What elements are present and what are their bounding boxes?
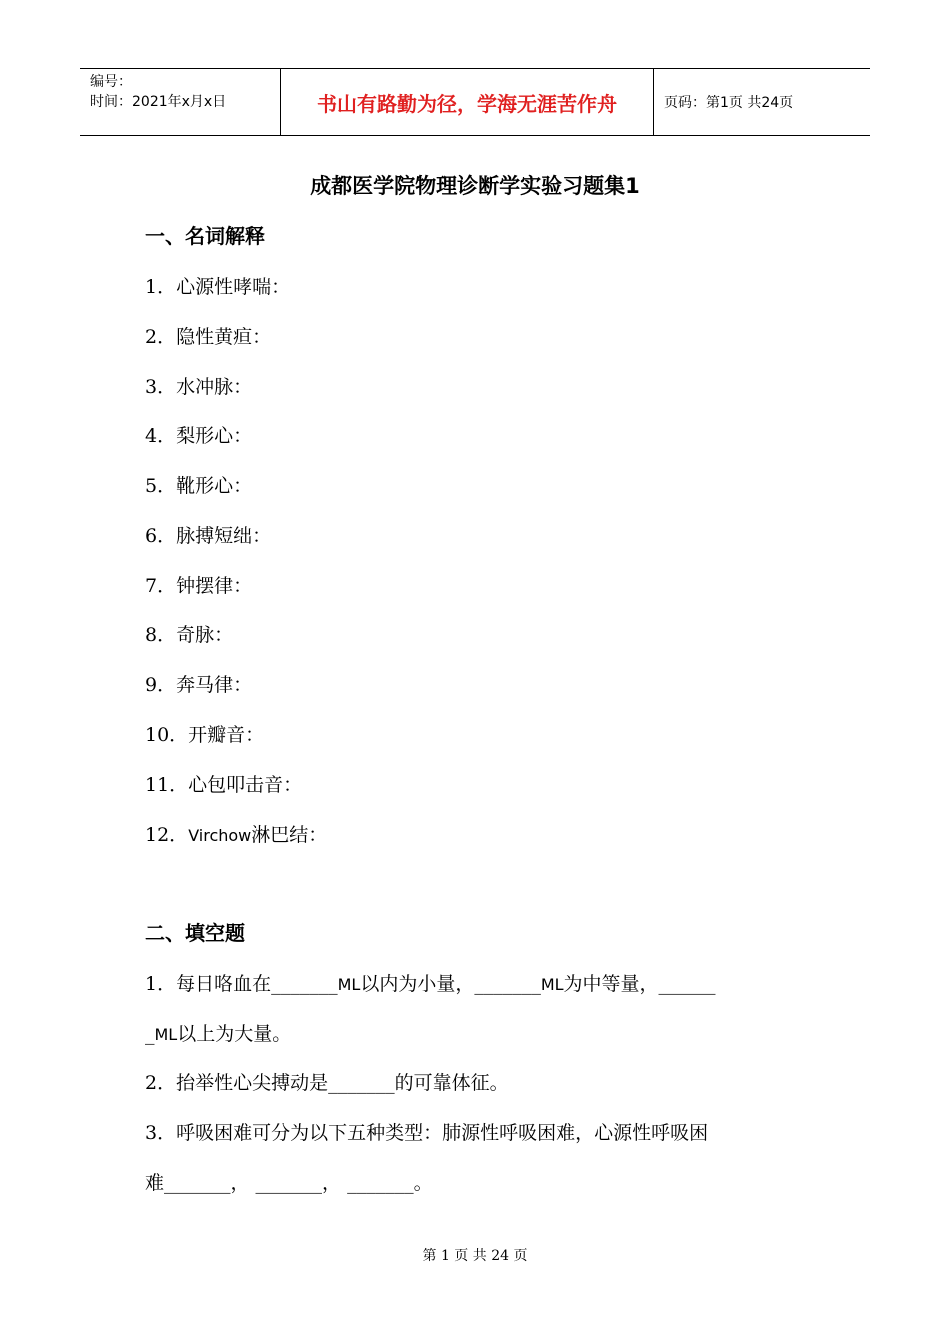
header-page-info: 页码：第1页 共24页 — [664, 95, 794, 111]
section-heading-definitions: 一、名词解释 — [145, 224, 265, 248]
header-meta-cell — [80, 69, 281, 135]
item-text: 淋巴结： — [251, 824, 328, 846]
question-3-line-2: 难_______， _______， _______。 — [145, 1172, 433, 1194]
question-2: 2．抬举性心尖搏动是_______的可靠体征。 — [145, 1072, 509, 1094]
list-item: 10．开瓣音： — [145, 724, 265, 746]
list-item: 6．脉搏短绌： — [145, 525, 272, 547]
list-item: 4．梨形心： — [145, 425, 253, 447]
list-item: 7．钟摆律： — [145, 575, 253, 597]
date-label: 时间：2021年x月x日 — [90, 94, 227, 110]
list-item — [145, 820, 327, 847]
list-item: 5．靴形心： — [145, 475, 253, 497]
list-item: 3．水冲脉： — [145, 376, 253, 398]
item-latin-term: Virchow — [188, 826, 252, 845]
document-header — [80, 68, 870, 136]
question-1-line-2: _ML以上为大量。 — [145, 1023, 292, 1045]
header-motto: 书山有路勤为径，学海无涯苦作舟 — [281, 69, 654, 135]
section-heading-fill-blank: 二、填空题 — [145, 921, 245, 945]
question-3-line-1: 3．呼吸困难可分为以下五种类型：肺源性呼吸困难，心源性呼吸困 — [145, 1122, 709, 1144]
list-item: 2．隐性黄疸： — [145, 326, 272, 348]
document-title: 成都医学院物理诊断学实验习题集1 — [310, 174, 640, 198]
list-item: 8．奇脉： — [145, 624, 234, 646]
item-number: 12． — [145, 824, 189, 846]
list-item: 9．奔马律： — [145, 674, 253, 696]
list-item: 11．心包叩击音： — [145, 774, 303, 796]
list-item: 1．心源性哮喘： — [145, 276, 291, 298]
question-1-line-1: 1．每日咯血在_______ML以内为小量，_______ML为中等量，______ — [145, 973, 716, 995]
page-footer: 第 1 页 共 24 页 — [422, 1248, 528, 1264]
number-label: 编号： — [90, 74, 132, 90]
